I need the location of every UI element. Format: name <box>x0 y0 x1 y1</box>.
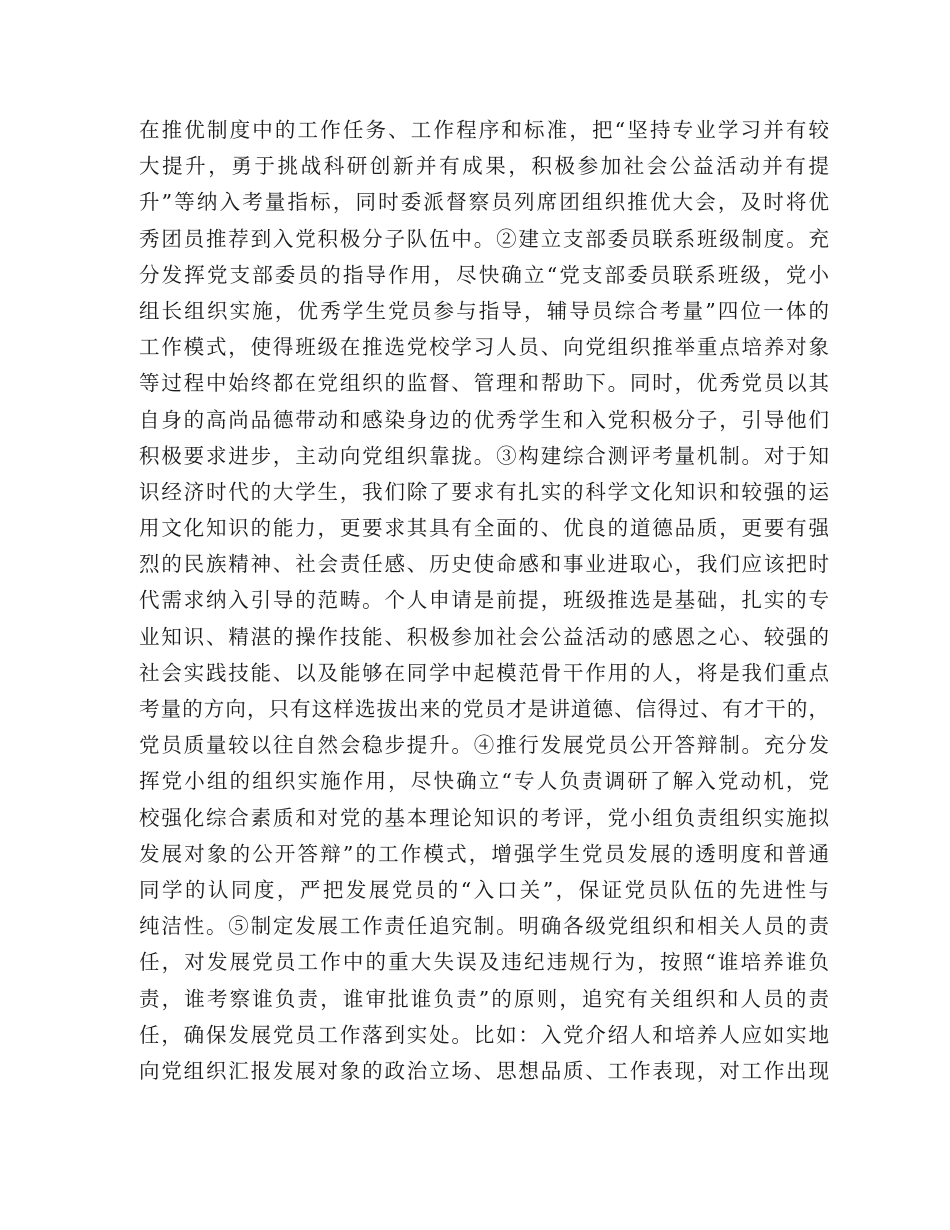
text-line: 等过程中始终都在党组织的监督、管理和帮助下。同时，优秀党员以其 <box>139 371 829 396</box>
text-line: 用文化知识的能力，更要求其具有全面的、优良的道德品质，更要有强 <box>139 516 829 541</box>
text-line: 党员质量较以往自然会稳步提升。④推行发展党员公开答辩制。充分发 <box>139 733 829 758</box>
text-line: 挥党小组的组织实施作用，尽快确立“专人负责调研了解入党动机，党 <box>139 769 829 794</box>
text-line: 发展对象的公开答辩”的工作模式，增强学生党员发展的透明度和普通 <box>139 841 829 866</box>
text-line: 分发挥党支部委员的指导作用，尽快确立“党支部委员联系班级，党小 <box>139 262 829 287</box>
text-line: 社会实践技能、以及能够在同学中起模范骨干作用的人，将是我们重点 <box>139 660 829 685</box>
text-line: 在推优制度中的工作任务、工作程序和标准，把“坚持专业学习并有较 <box>139 118 829 142</box>
text-line: 业知识、精湛的操作技能、积极参加社会公益活动的感恩之心、较强的 <box>139 624 829 649</box>
text-line: 纯洁性。⑤制定发展工作责任追究制。明确各级党组织和相关人员的责 <box>139 914 829 939</box>
text-line: 同学的认同度，严把发展党员的“入口关”，保证党员队伍的先进性与 <box>139 877 829 902</box>
text-line: 识经济时代的大学生，我们除了要求有扎实的科学文化知识和较强的运 <box>139 479 829 504</box>
text-line: 任，对发展党员工作中的重大失误及违纪违规行为，按照“谁培养谁负 <box>139 950 829 975</box>
text-line: 烈的民族精神、社会责任感、历史使命感和事业进取心，我们应该把时 <box>139 552 829 577</box>
text-line: 工作模式，使得班级在推选党校学习人员、向党组织推举重点培养对象 <box>139 335 829 360</box>
text-line: 自身的高尚品德带动和感染身边的优秀学生和入党积极分子，引导他们 <box>139 407 829 432</box>
text-line: 大提升，勇于挑战科研创新并有成果，积极参加社会公益活动并有提 <box>139 154 829 179</box>
text-line: 向党组织汇报发展对象的政治立场、思想品质、工作表现，对工作出现 <box>139 1058 829 1083</box>
text-line: 任，确保发展党员工作落到实处。比如：入党介绍人和培养人应如实地 <box>139 1022 829 1047</box>
text-line: 组长组织实施，优秀学生党员参与指导，辅导员综合考量”四位一体的 <box>139 298 829 323</box>
text-line: 校强化综合素质和对党的基本理论知识的考评，党小组负责组织实施拟 <box>139 805 829 830</box>
text-line: 升”等纳入考量指标，同时委派督察员列席团组织推优大会，及时将优 <box>139 190 829 215</box>
text-line: 积极要求进步，主动向党组织靠拢。③构建综合测评考量机制。对于知 <box>139 443 829 468</box>
text-line: 责，谁考察谁负责，谁审批谁负责”的原则，追究有关组织和人员的责 <box>139 986 829 1011</box>
body-paragraph <box>139 112 829 1089</box>
text-line: 秀团员推荐到入党积极分子队伍中。②建立支部委员联系班级制度。充 <box>139 226 829 251</box>
text-line: 考量的方向，只有这样选拔出来的党员才是讲道德、信得过、有才干的， <box>139 697 829 721</box>
text-line: 代需求纳入引导的范畴。个人申请是前提，班级推选是基础，扎实的专 <box>139 588 829 613</box>
